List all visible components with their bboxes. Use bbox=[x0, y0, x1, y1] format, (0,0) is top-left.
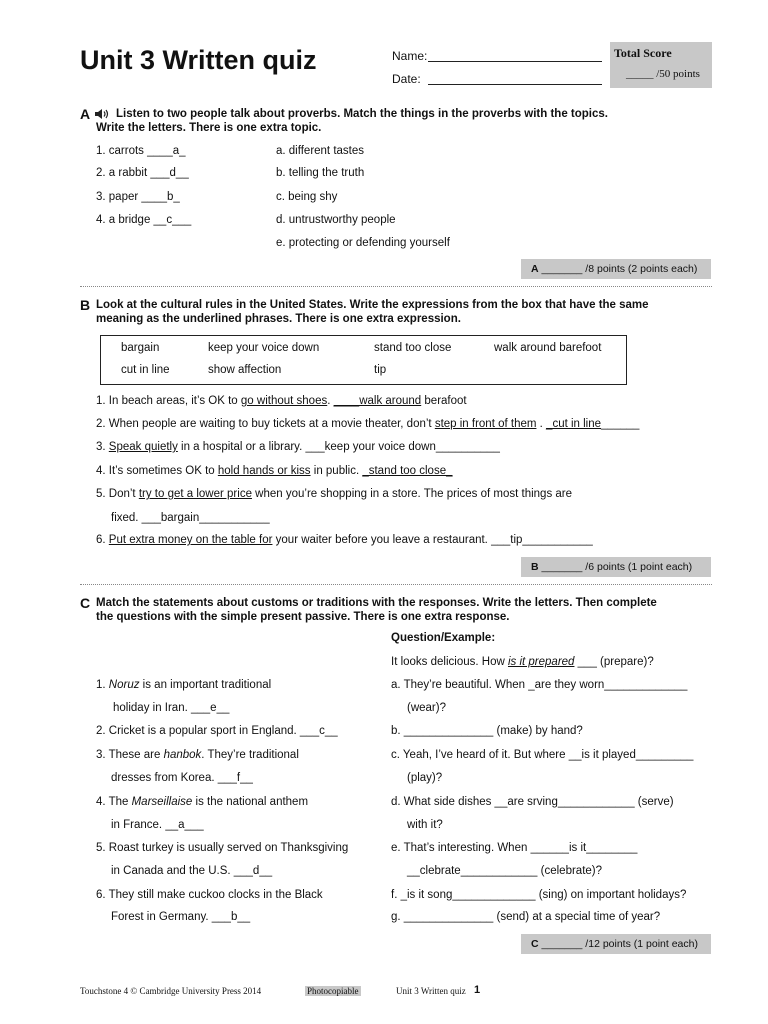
section-b-item-5-cont: fixed. ___bargain___________ bbox=[111, 512, 270, 524]
section-c-points-box bbox=[521, 934, 711, 954]
section-b-item-2: 2. When people are waiting to buy tickets at a movie theater, don’t step in front of them . _cut in line______ bbox=[96, 418, 640, 430]
section-a-item: 2. a rabbit ___d__ bbox=[96, 167, 189, 179]
page-number: 1 bbox=[474, 984, 481, 996]
section-c-statement-3-cont: dresses from Korea. ___f__ bbox=[111, 772, 253, 784]
total-score-box bbox=[610, 42, 712, 88]
section-c-statement-1: 1. Noruz is an important traditional bbox=[96, 679, 272, 691]
section-c-statement-2: 2. Cricket is a popular sport in England. ___c__ bbox=[96, 725, 338, 737]
expression-word: cut in line bbox=[121, 364, 170, 376]
date-label: Date: bbox=[392, 72, 421, 86]
section-a-points-letter: A bbox=[531, 263, 539, 275]
section-c-response-b: b. ______________ (make) by hand? bbox=[391, 725, 583, 737]
section-b-points-box bbox=[521, 557, 711, 577]
name-field[interactable] bbox=[428, 61, 602, 62]
section-a-letter: A bbox=[80, 106, 91, 122]
footer-quiz-name: Unit 3 Written quiz bbox=[396, 986, 466, 996]
section-c-statement-6: 6. They still make cuckoo clocks in the Black bbox=[96, 889, 323, 901]
section-c-instruction-2: the questions with the simple present passive. There is one extra response. bbox=[96, 611, 510, 623]
section-a-item: 4. a bridge __c___ bbox=[96, 214, 192, 226]
section-c-statement-4-cont: in France. __a___ bbox=[111, 819, 204, 831]
expression-word: keep your voice down bbox=[208, 342, 320, 354]
section-c-statement-6-cont: Forest in Germany. ___b__ bbox=[111, 911, 251, 923]
section-c-response-d: d. What side dishes __are srving____________ (serve) bbox=[391, 796, 674, 808]
section-c-response-f: f. _is it song_____________ (sing) on important holidays? bbox=[391, 889, 687, 901]
expression-word: walk around barefoot bbox=[494, 342, 602, 354]
section-c-points-letter: C bbox=[531, 938, 539, 950]
section-b-item-5: 5. Don’t try to get a lower price when you’re shopping in a store. The prices of most things are bbox=[96, 488, 573, 500]
section-c-response-d-cont: with it? bbox=[407, 819, 443, 831]
section-c-response-a-cont: (wear)? bbox=[407, 702, 446, 714]
example-line: It looks delicious. How is it prepared ___ (prepare)? bbox=[391, 656, 654, 668]
total-score-label: Total Score bbox=[614, 46, 672, 60]
section-a-topic: a. different tastes bbox=[276, 145, 365, 157]
section-b-item-1: 1. In beach areas, it’s OK to go without shoes. ____walk around berafoot bbox=[96, 395, 467, 407]
section-c-response-a: a. They’re beautiful. When _are they worn_____________ bbox=[391, 679, 688, 691]
section-divider bbox=[80, 584, 712, 585]
section-c-statement-4: 4. The Marseillaise is the national anthem bbox=[96, 796, 309, 808]
section-b-item-4: 4. It’s sometimes OK to hold hands or kiss in public. _stand too close_ bbox=[96, 465, 453, 477]
section-a-topic: c. being shy bbox=[276, 191, 338, 203]
section-divider bbox=[80, 286, 712, 287]
expression-word: tip bbox=[374, 364, 387, 376]
section-b-item-3: 3. Speak quietly in a hospital or a library. ___keep your voice down__________ bbox=[96, 441, 500, 453]
date-field[interactable] bbox=[428, 84, 602, 85]
section-a-topic: b. telling the truth bbox=[276, 167, 365, 179]
section-a-topic: d. untrustworthy people bbox=[276, 214, 396, 226]
expression-word: stand too close bbox=[374, 342, 452, 354]
section-c-response-c: c. Yeah, I’ve heard of it. But where __is it played_________ bbox=[391, 749, 694, 761]
section-c-response-g: g. ______________ (send) at a special time of year? bbox=[391, 911, 661, 923]
section-a-instruction-1: Listen to two people talk about proverbs. Match the things in the proverbs with the topics. bbox=[116, 108, 608, 120]
page-title: Unit 3 Written quiz bbox=[80, 45, 317, 75]
section-c-points-text: _______ /12 points (1 point each) bbox=[541, 938, 698, 950]
section-c-response-e-cont: __clebrate____________ (celebrate)? bbox=[407, 865, 603, 877]
section-a-topic: e. protecting or defending yourself bbox=[276, 237, 450, 249]
section-b-instruction-2: meaning as the underlined phrases. There is one extra expression. bbox=[96, 313, 461, 325]
section-c-letter: C bbox=[80, 595, 91, 611]
section-b-letter: B bbox=[80, 297, 91, 313]
footer-photocopiable: Photocopiable bbox=[307, 986, 359, 996]
expression-box bbox=[100, 335, 627, 385]
section-a-item: 1. carrots ____a_ bbox=[96, 145, 186, 157]
expression-word: show affection bbox=[208, 364, 282, 376]
example-heading: Question/Example: bbox=[391, 632, 496, 644]
name-label: Name: bbox=[392, 49, 428, 63]
footer-copyright: Touchstone 4 © Cambridge University Press 2014 bbox=[80, 986, 262, 996]
section-c-statement-5-cont: in Canada and the U.S. ___d__ bbox=[111, 865, 273, 877]
total-score-value: _____ /50 points bbox=[626, 68, 700, 80]
section-a-points-box bbox=[521, 259, 711, 279]
section-b-item-6: 6. Put extra money on the table for your waiter before you leave a restaurant. ___tip___________ bbox=[96, 534, 593, 546]
section-c-statement-5: 5. Roast turkey is usually served on Thanksgiving bbox=[96, 842, 349, 854]
section-a-instruction-2: Write the letters. There is one extra topic. bbox=[96, 122, 322, 134]
expression-word: bargain bbox=[121, 342, 160, 354]
section-b-instruction-1: Look at the cultural rules in the United States. Write the expressions from the box that have the same bbox=[96, 299, 649, 311]
section-b-points-text: _______ /6 points (1 point each) bbox=[541, 561, 693, 573]
section-c-instruction-1: Match the statements about customs or traditions with the responses. Write the letters. Then complete bbox=[96, 597, 657, 609]
section-a-item: 3. paper ____b_ bbox=[96, 191, 180, 203]
section-c-response-c-cont: (play)? bbox=[407, 772, 443, 784]
section-b-points-letter: B bbox=[531, 561, 539, 573]
section-c-response-e: e. That’s interesting. When ______is it________ bbox=[391, 842, 638, 854]
section-c-statement-3: 3. These are hanbok. They’re traditional bbox=[96, 749, 299, 761]
section-c-statement-1-cont: holiday in Iran. ___e__ bbox=[113, 702, 230, 714]
section-a-points-text: _______ /8 points (2 points each) bbox=[541, 263, 698, 275]
